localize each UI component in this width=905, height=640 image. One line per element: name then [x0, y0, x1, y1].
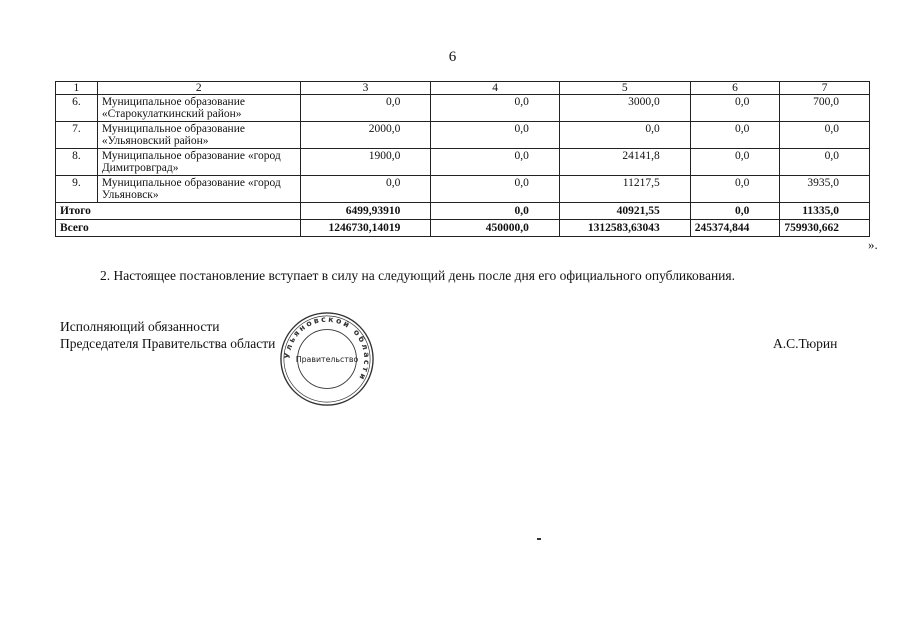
cell-value: 0,0 [690, 122, 780, 149]
cell-value: 0,0 [780, 149, 870, 176]
cell-value: 40921,55 [559, 203, 690, 220]
column-header: 2 [97, 82, 300, 95]
table-row [56, 176, 870, 203]
subtotal-row [56, 203, 870, 220]
clause-2-text: 2. Настоящее постановление вступает в силу на следующий день после дня его официального опубликования. [100, 268, 735, 283]
cell-value: 0,0 [431, 203, 559, 220]
cell-value: 450000,0 [431, 220, 559, 237]
cell-value: 0,0 [300, 95, 431, 122]
stamp-ring-text: Ульяновской области [282, 314, 372, 384]
official-seal-stamp [278, 310, 376, 408]
table-header-row [56, 82, 870, 95]
cell-value: 11335,0 [780, 203, 870, 220]
page-number: 6 [448, 49, 457, 65]
cell-value: 0,0 [559, 122, 690, 149]
table-row [56, 122, 870, 149]
signatory-title [60, 318, 275, 352]
cell-value: 0,0 [431, 149, 559, 176]
table-row [56, 149, 870, 176]
signatory-name: А.С.Тюрин [773, 336, 838, 351]
municipality-name: Муниципальное образование «город Димитровград» [97, 149, 300, 176]
grand-total-row [56, 220, 870, 237]
signatory-title-line-2: Председателя Правительства области [60, 336, 276, 351]
cell-value: 0,0 [300, 176, 431, 203]
stamp-center-text: Правительство [295, 354, 359, 364]
municipality-name: Муниципальное образование «Старокулаткинский район» [97, 95, 300, 122]
cell-value: 1312583,63043 [559, 220, 690, 237]
municipality-name: Муниципальное образование «город Ульяновск» [97, 176, 300, 203]
cell-value: 11217,5 [559, 176, 690, 203]
cell-value: 6499,93910 [300, 203, 431, 220]
column-header: 3 [300, 82, 431, 95]
row-number: 6. [56, 95, 98, 122]
row-number: 7. [56, 122, 98, 149]
cell-value: 3000,0 [559, 95, 690, 122]
closing-quote-mark: ». [868, 237, 878, 252]
cell-value: 0,0 [690, 95, 780, 122]
cell-value: 3935,0 [780, 176, 870, 203]
cell-value: 1900,0 [300, 149, 431, 176]
row-number: 8. [56, 149, 98, 176]
column-header: 5 [559, 82, 690, 95]
funding-table [55, 81, 870, 237]
row-number: 9. [56, 176, 98, 203]
grand-total-label: Всего [56, 220, 301, 237]
subtotal-label: Итого [56, 203, 301, 220]
cell-value: 1246730,14019 [300, 220, 431, 237]
signatory-title-line-1: Исполняющий обязанности [60, 319, 220, 334]
cell-value: 700,0 [780, 95, 870, 122]
cell-value: 245374,844 [690, 220, 780, 237]
stray-mark [537, 538, 541, 540]
cell-value: 0,0 [431, 176, 559, 203]
column-header: 1 [56, 82, 98, 95]
cell-value: 0,0 [690, 203, 780, 220]
cell-value: 2000,0 [300, 122, 431, 149]
column-header: 6 [690, 82, 780, 95]
municipality-name: Муниципальное образование «Ульяновский район» [97, 122, 300, 149]
cell-value: 0,0 [690, 149, 780, 176]
cell-value: 24141,8 [559, 149, 690, 176]
column-header: 7 [780, 82, 870, 95]
cell-value: 0,0 [431, 95, 559, 122]
cell-value: 0,0 [780, 122, 870, 149]
table-row [56, 95, 870, 122]
cell-value: 0,0 [431, 122, 559, 149]
column-header: 4 [431, 82, 559, 95]
cell-value: 759930,662 [780, 220, 870, 237]
cell-value: 0,0 [690, 176, 780, 203]
